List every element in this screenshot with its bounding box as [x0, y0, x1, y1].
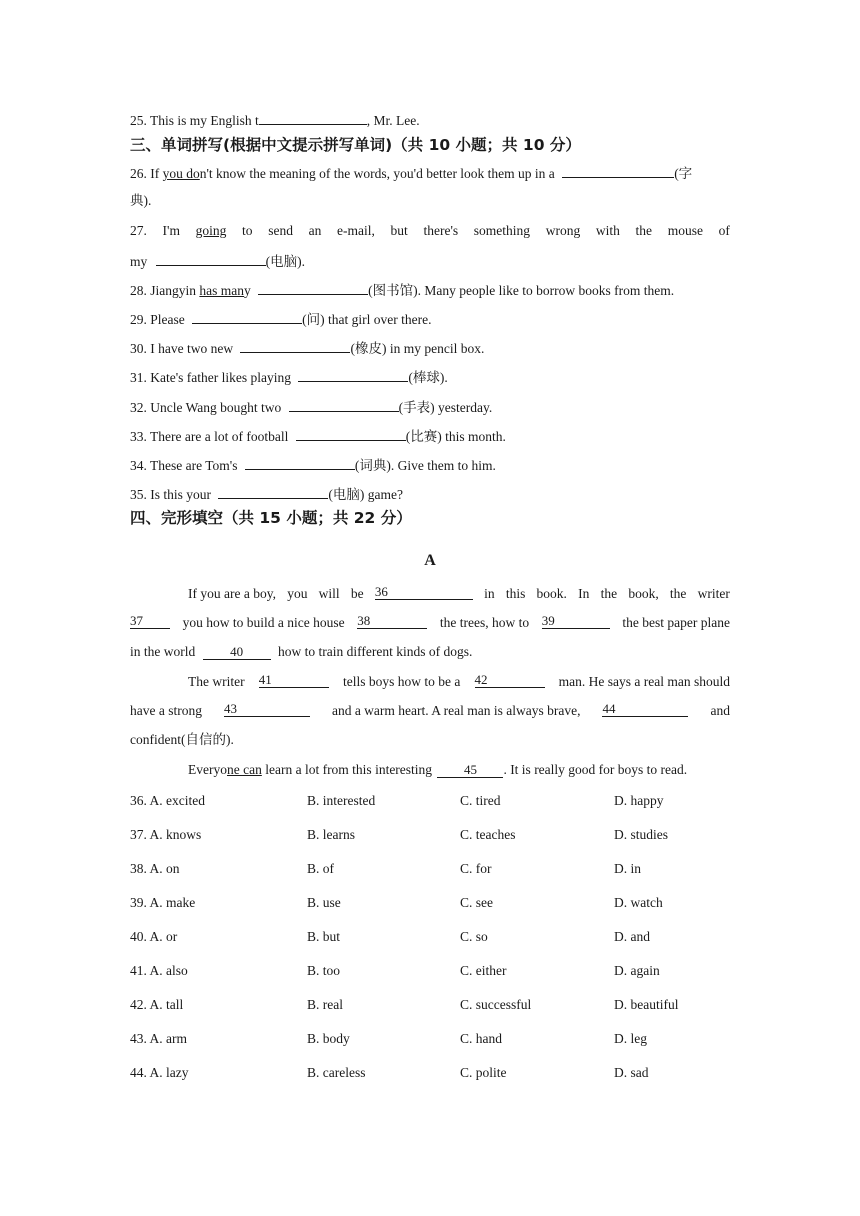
passage-p1-line2: 37 you how to build a nice house 38 the trees, how to 39 the best paper plane	[130, 613, 730, 630]
option-choice: D. watch	[614, 895, 663, 910]
question-27-cont: my (电脑).	[130, 251, 305, 271]
option-choice: D. again	[614, 963, 660, 978]
answer-blank	[298, 367, 408, 382]
option-choice: D. studies	[614, 827, 668, 842]
option-choice: B. but	[307, 929, 341, 944]
option-choice: D. beautiful	[614, 997, 679, 1012]
cloze-blank-43: 43	[224, 702, 310, 717]
option-choice: 39. A. make	[130, 895, 196, 910]
passage-p2-line2: have a strong 43 and a warm heart. A real man is always brave, 44 and	[130, 701, 730, 718]
option-choice: 42. A. tall	[130, 997, 184, 1012]
cloze-blank-38: 38	[357, 614, 427, 629]
option-choice: C. hand	[460, 1031, 502, 1046]
option-choice: 41. A. also	[130, 963, 188, 978]
option-choice: C. for	[460, 861, 492, 876]
option-choice: B. use	[307, 895, 341, 910]
passage-title: A	[424, 552, 436, 569]
cloze-blank-36: 36	[375, 585, 473, 600]
question-32: 32. Uncle Wang bought two (手表) yesterday.	[130, 397, 492, 417]
passage-p1-line1: If you are a boy, you will be 36 in this book. In the book, the writer	[188, 584, 730, 601]
option-choice: C. polite	[460, 1065, 507, 1080]
option-choice: B. learns	[307, 827, 355, 842]
section-4-heading: 四、完形填空（共 15 小题；共 22 分）	[130, 509, 412, 527]
answer-blank	[259, 110, 367, 125]
cloze-blank-44: 44	[602, 702, 688, 717]
question-31: 31. Kate's father likes playing (棒球).	[130, 367, 448, 387]
question-25: 25. This is my English t , Mr. Lee.	[130, 110, 420, 130]
question-27: 27. I'm going to send an e-mail, but there's something wrong with the mouse of	[130, 223, 730, 238]
option-choice: 38. A. on	[130, 861, 180, 876]
section-3-heading: 三、单词拼写(根据中文提示拼写单词)（共 10 小题；共 10 分）	[130, 136, 581, 154]
question-26: 26. If you don't know the meaning of the words, you'd better look them up in a (字	[130, 163, 692, 183]
option-choice: C. either	[460, 963, 507, 978]
question-28: 28. Jiangyin has many (图书馆). Many people like to borrow books from them.	[130, 280, 674, 300]
answer-blank	[296, 426, 406, 441]
option-choice: B. too	[307, 963, 341, 978]
cloze-blank-42: 42	[475, 673, 545, 688]
option-choice: D. happy	[614, 793, 664, 808]
option-choice: D. in	[614, 861, 641, 876]
option-choice: B. careless	[307, 1065, 366, 1080]
answer-blank	[258, 280, 368, 295]
option-choice: C. so	[460, 929, 488, 944]
option-choice: B. interested	[307, 793, 376, 808]
question-26-cont: 典).	[130, 193, 152, 208]
passage-p3: Everyone can learn a lot from this interesting 45 . It is really good for boys to read.	[188, 762, 688, 777]
passage-p1-line3: in the world 40 how to train different kinds of dogs.	[130, 644, 473, 659]
cloze-blank-45: 45	[437, 763, 503, 778]
cloze-blank-39: 39	[542, 614, 610, 629]
question-34: 34. These are Tom's (词典). Give them to him.	[130, 455, 496, 475]
option-choice: 37. A. knows	[130, 827, 202, 842]
cloze-blank-41: 41	[259, 673, 329, 688]
option-choice: 36. A. excited	[130, 793, 205, 808]
answer-blank	[562, 163, 674, 178]
passage-p2-line1: The writer 41 tells boys how to be a 42 man. He says a real man should	[188, 672, 730, 689]
option-choice: B. real	[307, 997, 343, 1012]
option-choice: D. sad	[614, 1065, 649, 1080]
question-33: 33. There are a lot of football (比赛) this month.	[130, 426, 506, 446]
option-choice: D. and	[614, 929, 650, 944]
answer-blank	[192, 309, 302, 324]
cloze-blank-37: 37	[130, 614, 170, 629]
option-choice: C. tired	[460, 793, 501, 808]
option-choice: B. body	[307, 1031, 350, 1046]
option-choice: D. leg	[614, 1031, 647, 1046]
passage-p2-line3: confident(自信的).	[130, 732, 234, 747]
answer-blank	[218, 484, 328, 499]
option-choice: C. successful	[460, 997, 532, 1012]
option-choice: 44. A. lazy	[130, 1065, 189, 1080]
question-35: 35. Is this your (电脑) game?	[130, 484, 403, 504]
option-choice: C. teaches	[460, 827, 516, 842]
option-choice: 40. A. or	[130, 929, 178, 944]
option-choice: B. of	[307, 861, 334, 876]
question-30: 30. I have two new (橡皮) in my pencil box.	[130, 338, 484, 358]
answer-blank	[245, 455, 355, 470]
option-choice: 43. A. arm	[130, 1031, 187, 1046]
answer-blank	[240, 338, 350, 353]
answer-blank	[289, 397, 399, 412]
cloze-blank-40: 40	[203, 645, 271, 660]
option-choice: C. see	[460, 895, 493, 910]
question-29: 29. Please (问) that girl over there.	[130, 309, 431, 329]
answer-blank	[156, 251, 266, 266]
